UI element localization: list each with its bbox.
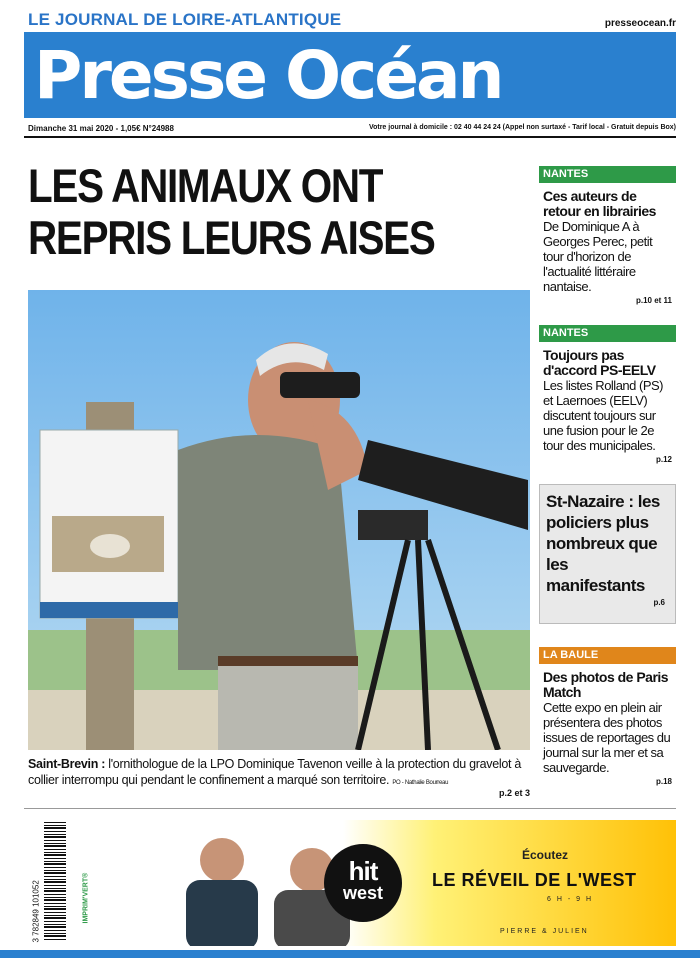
headline-line-1: LES ANIMAUX ONT [28, 159, 383, 212]
sidebar-article[interactable] [539, 166, 676, 305]
ad-show-name: LE RÉVEIL DE L'WEST [432, 870, 637, 890]
sidebar-article[interactable] [539, 325, 676, 464]
section-tag: NANTES [539, 325, 676, 342]
footer-divider [24, 808, 676, 809]
caption-text: l'ornithologue de la LPO Dominique Tavenon veille à la protection du gravelot à collier interrompu qui pendant le confinement a marqué son territoire. [28, 757, 521, 787]
imprim-vert-text: IMPRIM'VERT® [82, 872, 90, 924]
section-tag: LA BAULE [539, 647, 676, 664]
main-headline [28, 160, 458, 264]
caption-place: Saint-Brevin : [28, 757, 106, 771]
article-title[interactable]: St-Nazaire : les policiers plus nombreux que les manifestants [546, 492, 660, 595]
dateline [24, 124, 676, 138]
issue-date: Dimanche 31 mai 2020 - 1,05€ N°24988 [28, 124, 174, 133]
article-page-ref: p.10 et 11 [635, 296, 672, 305]
hit-west-logo [324, 844, 402, 922]
barcode-bars [44, 820, 66, 940]
masthead [24, 32, 676, 118]
photo-caption [28, 756, 530, 791]
ad-hosts: PIERRE & JULIEN [500, 928, 589, 935]
article-page-ref: p.18 [655, 777, 672, 786]
logo-hit-text: hit [348, 856, 378, 886]
radio-advertisement[interactable] [102, 820, 676, 946]
photo-illustration [28, 290, 530, 750]
barcode [28, 818, 68, 948]
article-summary: Les listes Rolland (PS) et Laernoes (EELV) discutent toujours sur une fusion pour le 2e tour des municipales. [543, 378, 663, 453]
article-title[interactable]: Des photos de Paris Match [543, 669, 669, 700]
logo-west-text: west [342, 883, 384, 903]
sidebar-article[interactable] [539, 647, 676, 786]
kicker: LE JOURNAL DE LOIRE-ATLANTIQUE [28, 10, 342, 29]
article-page-ref: p.12 [655, 455, 672, 464]
article-title[interactable]: Ces auteurs de retour en librairies [543, 188, 656, 219]
article-page-ref: p.6 [653, 598, 665, 607]
main-photo [28, 290, 530, 750]
photo-credit: PO - Nathalie Bourreau [392, 780, 449, 786]
ad-hours: 6 H - 9 H [547, 896, 594, 903]
imprim-vert-label [78, 820, 98, 948]
article-title[interactable]: Toujours pas d'accord PS-EELV [543, 347, 656, 378]
headline-line-2: REPRIS LEURS AISES [28, 211, 435, 264]
section-tag: NANTES [539, 166, 676, 183]
footer-bar [0, 950, 700, 958]
caption-page-ref: p.2 et 3 [498, 788, 530, 798]
article-summary: De Dominique A à Georges Perec, petit tour d'horizon de l'actualité littéraire nantaise. [543, 219, 653, 294]
top-bar [24, 8, 676, 32]
article-summary: Cette expo en plein air présentera des photos issues de reportages du journal sur la mer et sa sauvegarde. [543, 700, 671, 775]
binoculars [280, 372, 360, 398]
subscription-contact: Votre journal à domicile : 02 40 44 24 24 (Appel non surtaxé - Tarif local - Gratuit depuis Box) [368, 124, 676, 131]
barcode-number: 3 782849 101052 [31, 880, 41, 943]
ad-listen: Écoutez [522, 848, 569, 862]
brand-logo: Presse Océan [34, 37, 502, 114]
sidebar-boxed-article[interactable] [539, 484, 676, 624]
website-link[interactable]: presseocean.fr [604, 18, 676, 29]
